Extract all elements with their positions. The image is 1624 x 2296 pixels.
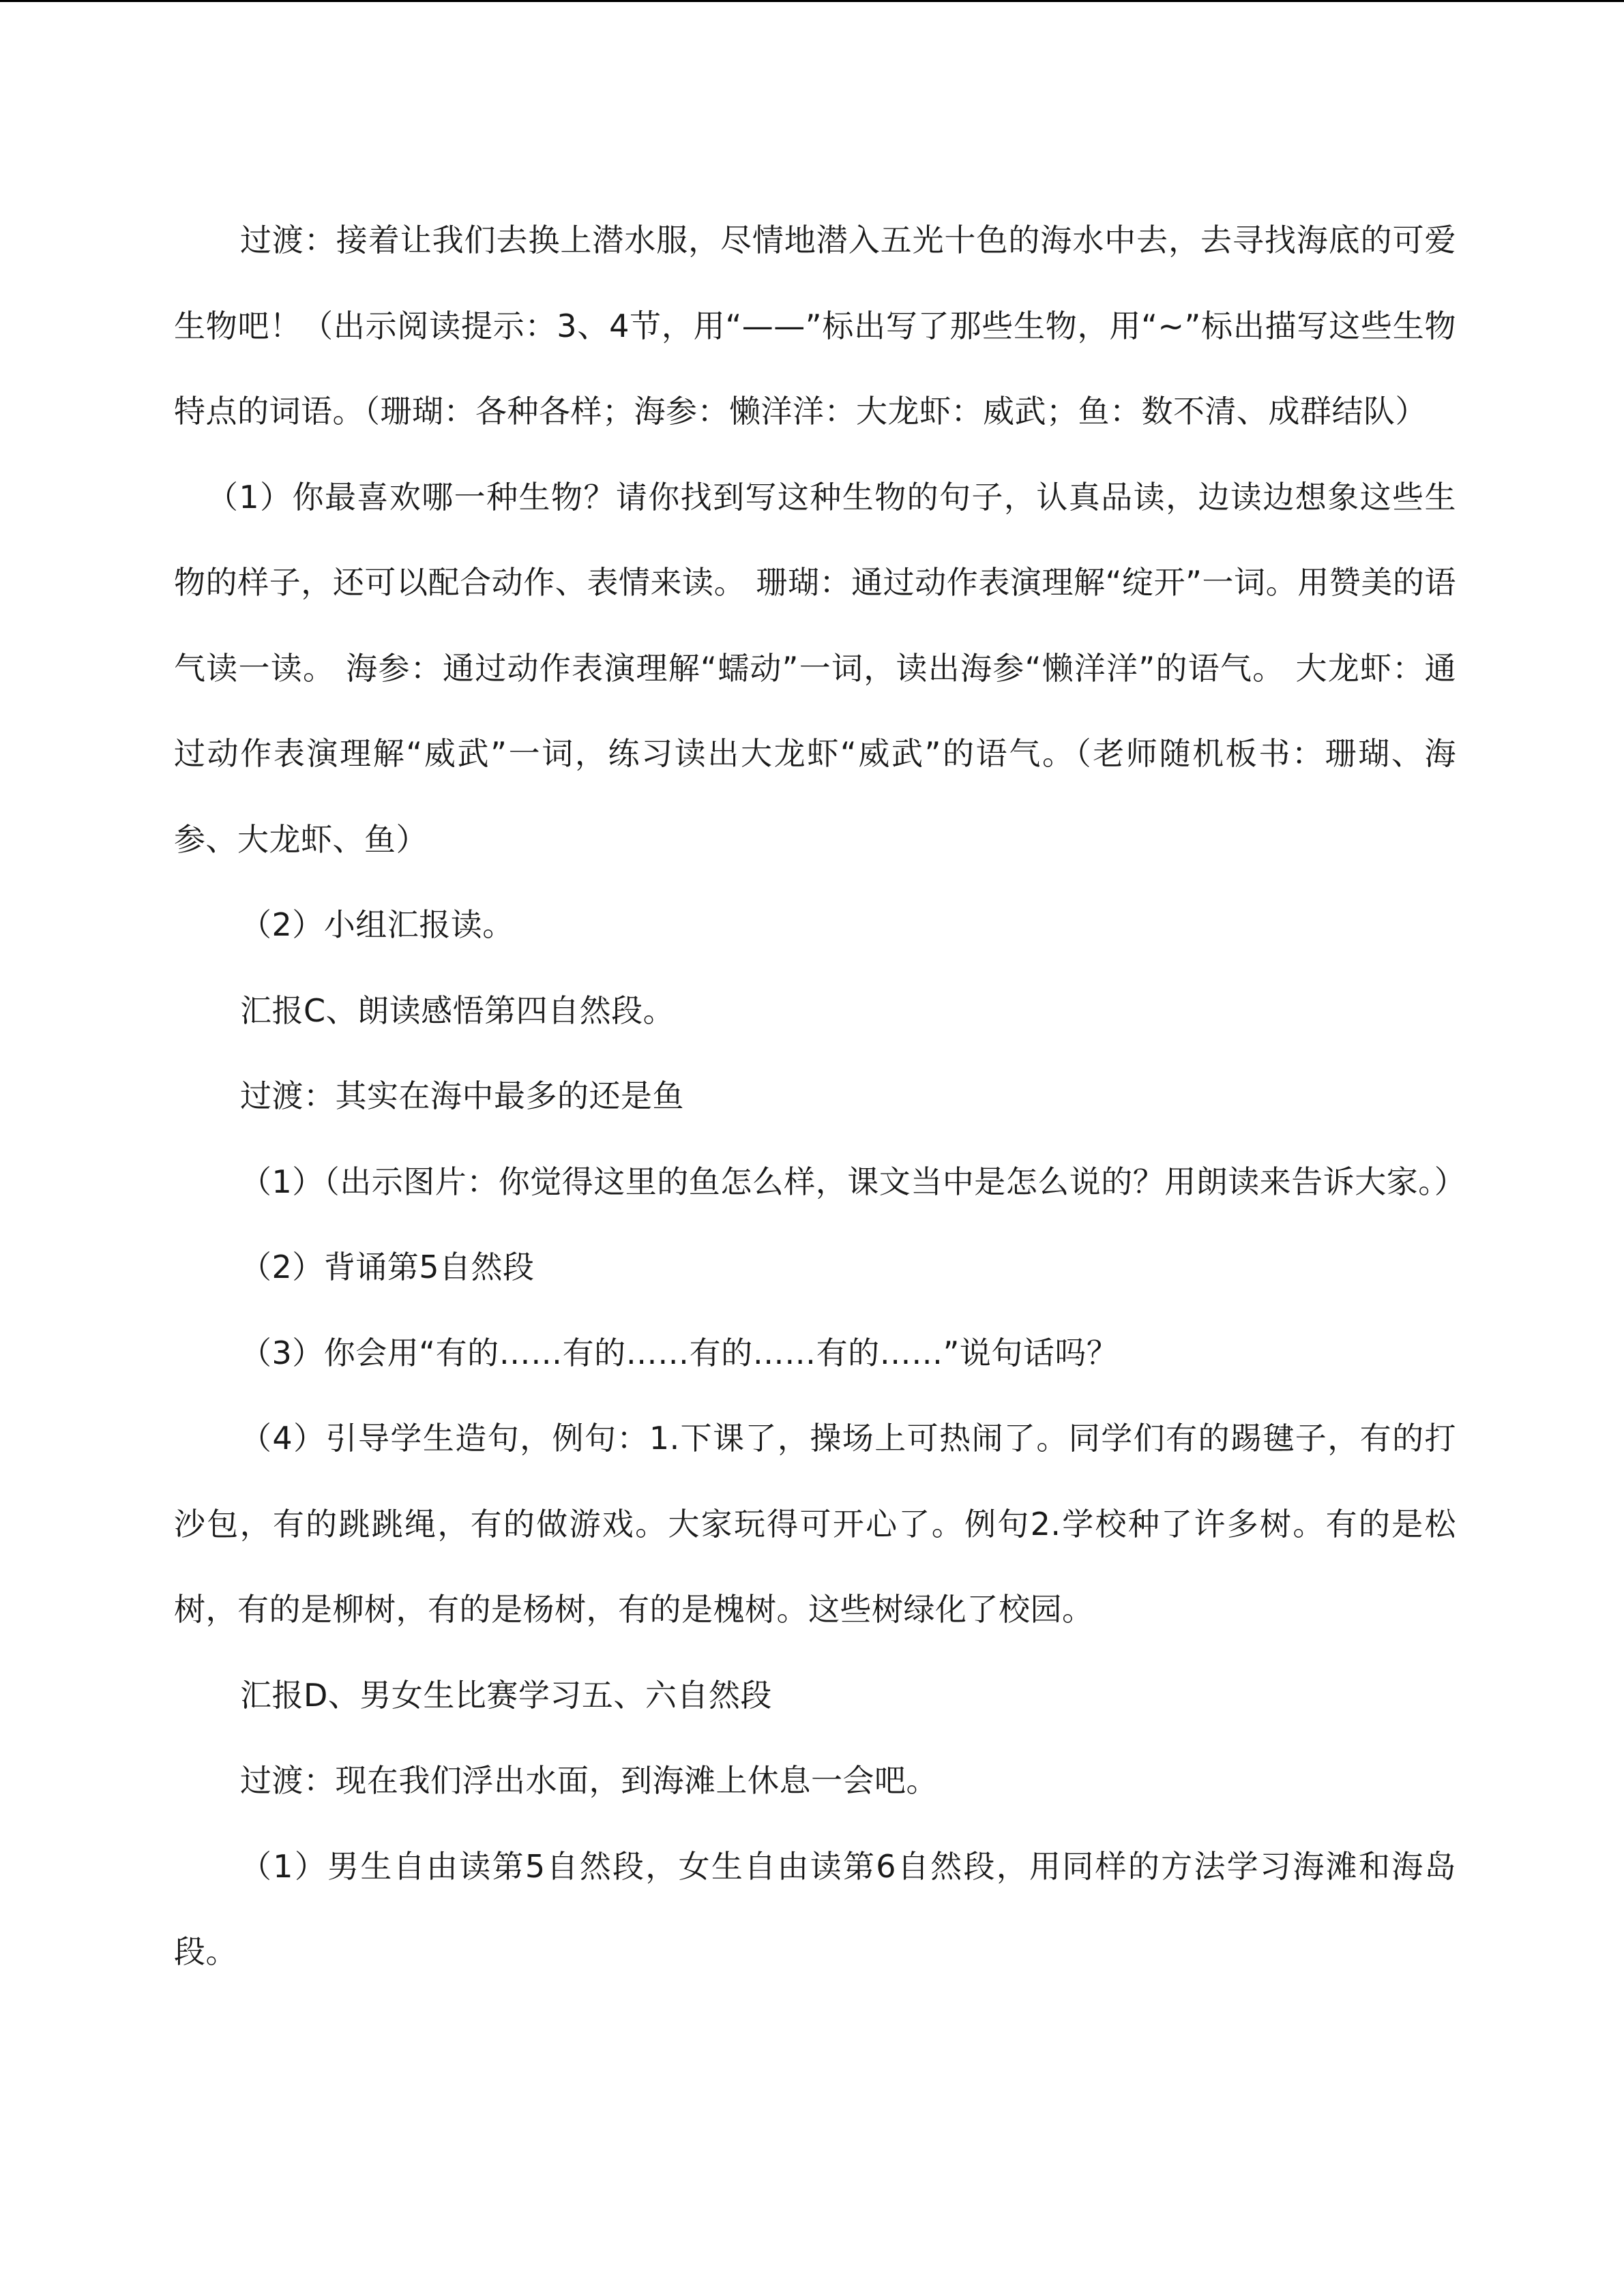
paragraph-recite: （2）背诵第5自然段 bbox=[240, 1249, 535, 1285]
paragraph-report-c: 汇报C、朗读感悟第四自然段。 bbox=[240, 992, 675, 1029]
document-page bbox=[174, 198, 1466, 1995]
paragraph-show-picture: （1）（出示图片：你觉得这里的鱼怎么样，课文当中是怎么说的？用朗读来告诉大家。） bbox=[240, 1163, 1466, 1200]
paragraph-sentence-pattern: （3）你会用“有的……有的……有的……有的……”说句话吗？ bbox=[240, 1334, 1119, 1371]
paragraph-example-sentences: （4）引导学生造句，例句：1.下课了，操场上可热闹了。同学们有的踢毽子，有的打沙包，有的跳跳绳，有的做游戏。大家玩得可开心了。例句2.学校种了许多树。有的是松树，有的是柳树，有的是杨树，有的是槐树。这些树绿化了校园。 bbox=[174, 1420, 1456, 1628]
paragraph-transition-beach: 过渡：现在我们浮出水面，到海滩上休息一会吧。 bbox=[240, 1762, 938, 1799]
paragraph-favorite-creature: （1）你最喜欢哪一种生物？请你找到写这种生物的句子，认真品读，边读边想象这些生物的样子，还可以配合动作、表情来读。 珊瑚：通过动作表演理解“绽开”一词。用赞美的语气读一读。 海参：通过动作表演理解“蠕动”一词，读出海参“懒洋洋”的语气。 大龙虾：通过动作表演理解“威武”一词，练习读出大龙虾“威武”的语气。（老师随机板书：珊瑚、海参、大龙虾、鱼） bbox=[174, 478, 1456, 858]
paragraph-group-report: （2）小组汇报读。 bbox=[240, 906, 514, 943]
top-border-line bbox=[0, 0, 1624, 2]
paragraph-transition-fish: 过渡：其实在海中最多的还是鱼 bbox=[240, 1077, 684, 1114]
paragraph-boys-girls-reading: （1）男生自由读第5自然段，女生自由读第6自然段，用同样的方法学习海滩和海岛段。 bbox=[174, 1847, 1456, 1970]
paragraph-transition-underwater: 过渡：接着让我们去换上潜水服，尽情地潜入五光十色的海水中去，去寻找海底的可爱生物吧！（出示阅读提示：3、4节，用“——”标出写了那些生物，用“~”标出描写这些生物特点的词语。（珊瑚：各种各样；海参：懒洋洋：大龙虾：威武；鱼：数不清、成群结队） bbox=[174, 222, 1456, 430]
paragraph-report-d: 汇报D、男女生比赛学习五、六自然段 bbox=[240, 1676, 772, 1714]
